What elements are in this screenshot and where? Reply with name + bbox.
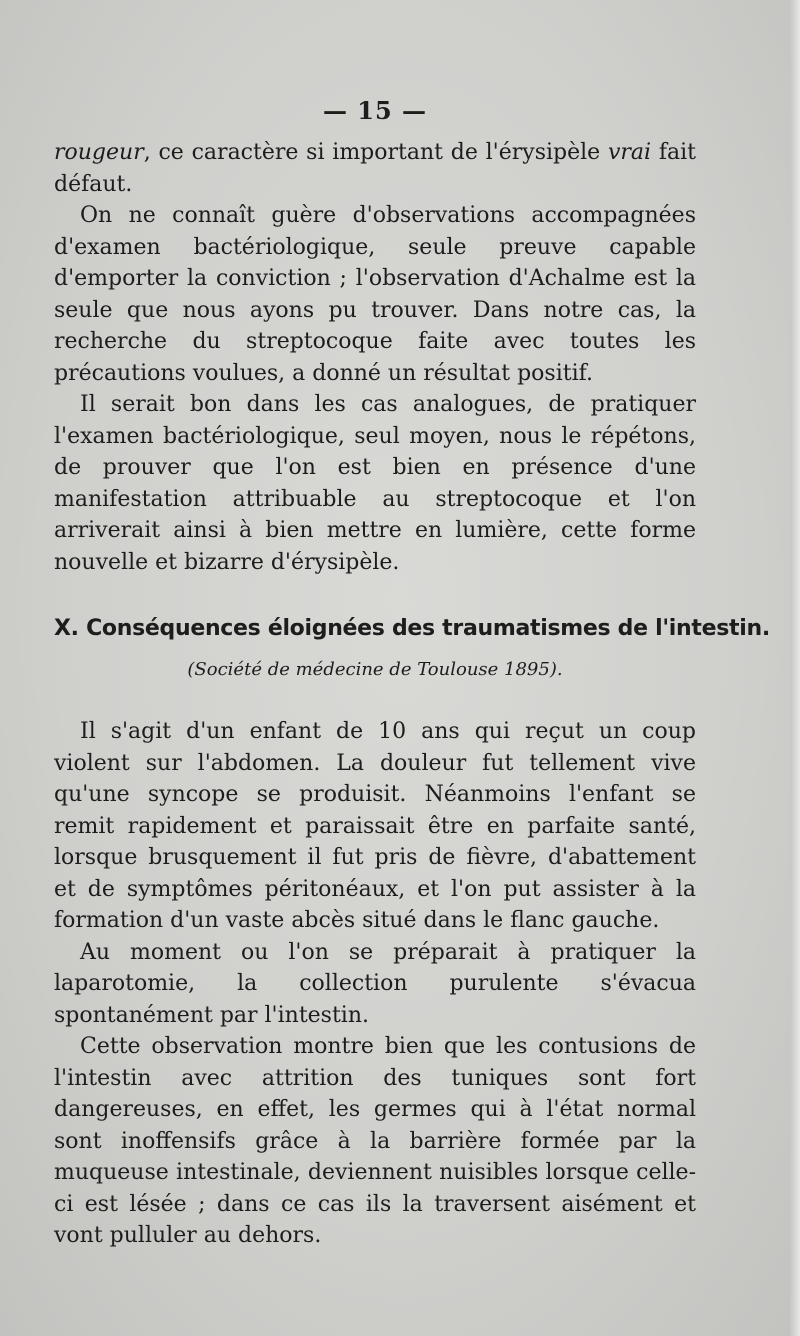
paragraph-3: Il serait bon dans les cas analogues, de pratiquer l'examen bactériologique, seul moyen, nous le répétons, de prouver que l'on est bien en présence d'une manifestation attribuable au streptocoque et l'on arriverait ainsi à bien mettre en lumière, cette forme nouvelle et bizarre d'érysipèle. [54, 392, 696, 575]
paragraph-6: Cette observation montre bien que les contusions de l'intestin avec attrition des tuniques sont fort dangereuses, en effet, les germes qui à l'état normal sont inoffensifs grâce à la barrière formée par la muqueuse intestinale, deviennent nuisibles lorsque celle-ci est lésée ; dans ce cas ils la traversent aisément et vont pulluler au dehors. [54, 1034, 696, 1248]
page-edge [790, 0, 800, 1336]
page-number: — 15 — [322, 96, 428, 125]
paragraph-1 [54, 137, 696, 200]
paragraph-1-text-b: fait défaut. [54, 140, 696, 197]
italic-word-vrai: vrai [607, 140, 652, 165]
page-content [54, 96, 770, 1252]
section-source: (Société de médecine de Toulouse 1895). [187, 659, 563, 680]
paragraph-4: Il s'agit d'un enfant de 10 ans qui reçut un coup violent sur l'abdomen. La douleur fut tellement vive qu'une syncope se produisit. Néanmoins l'enfant se remit rapidement et paraissait être en parfaite santé, lorsque brusquement il fut pris de fièvre, d'abattement et de symptômes péritonéaux, et l'on put assister à la formation d'un vaste abcès situé dans le flanc gauche. [54, 719, 696, 933]
paragraph-5: Au moment ou l'on se préparait à pratiquer la laparotomie, la collection purulente s'évacua spontanément par l'intestin. [54, 939, 696, 1028]
paragraph-1-text-a: , ce caractère si important de l'érysipèle [143, 140, 608, 165]
section-title: X. Conséquences éloignées des traumatismes de l'intestin. [54, 616, 770, 641]
italic-word-rougeur: rougeur [54, 140, 144, 165]
paragraph-2: On ne connaît guère d'observations accompagnées d'examen bactériologique, seule preuve capable d'emporter la conviction ; l'observation d'Achalme est la seule que nous ayons pu trouver. Dans notre cas, la recherche du streptocoque faite avec toutes les précautions voulues, a donné un résultat positif. [54, 203, 696, 386]
